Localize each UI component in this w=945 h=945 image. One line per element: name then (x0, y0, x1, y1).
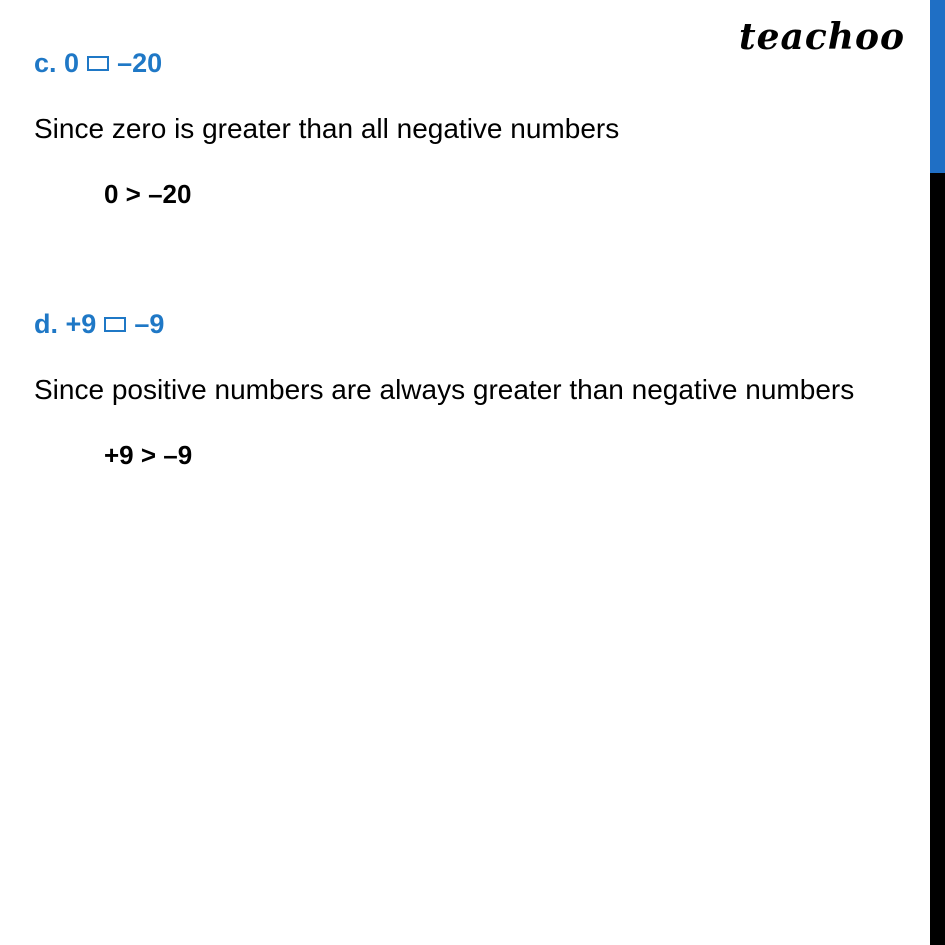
part-d-left-value: +9 (65, 309, 97, 339)
blank-box-icon (104, 317, 126, 332)
part-c-left-value: 0 (64, 48, 80, 78)
part-d-right-value: –9 (134, 309, 165, 339)
teachoo-logo: teachoo (739, 16, 905, 58)
part-c-heading (34, 48, 162, 79)
part-d-answer: +9 > –9 (104, 440, 193, 470)
part-c-answer: 0 > –20 (104, 179, 192, 209)
part-d-heading (34, 309, 164, 340)
part-d-label: d. (34, 309, 58, 339)
blank-box-icon (87, 56, 109, 71)
part-d-explanation: Since positive numbers are always greater than negative numbers (34, 374, 855, 405)
part-c-right-value: –20 (117, 48, 163, 78)
slide-edge-accent (930, 0, 945, 173)
part-c-label: c. (34, 48, 57, 78)
part-c-explanation: Since zero is greater than all negative numbers (34, 113, 620, 144)
slide-edge-bar (930, 0, 945, 945)
